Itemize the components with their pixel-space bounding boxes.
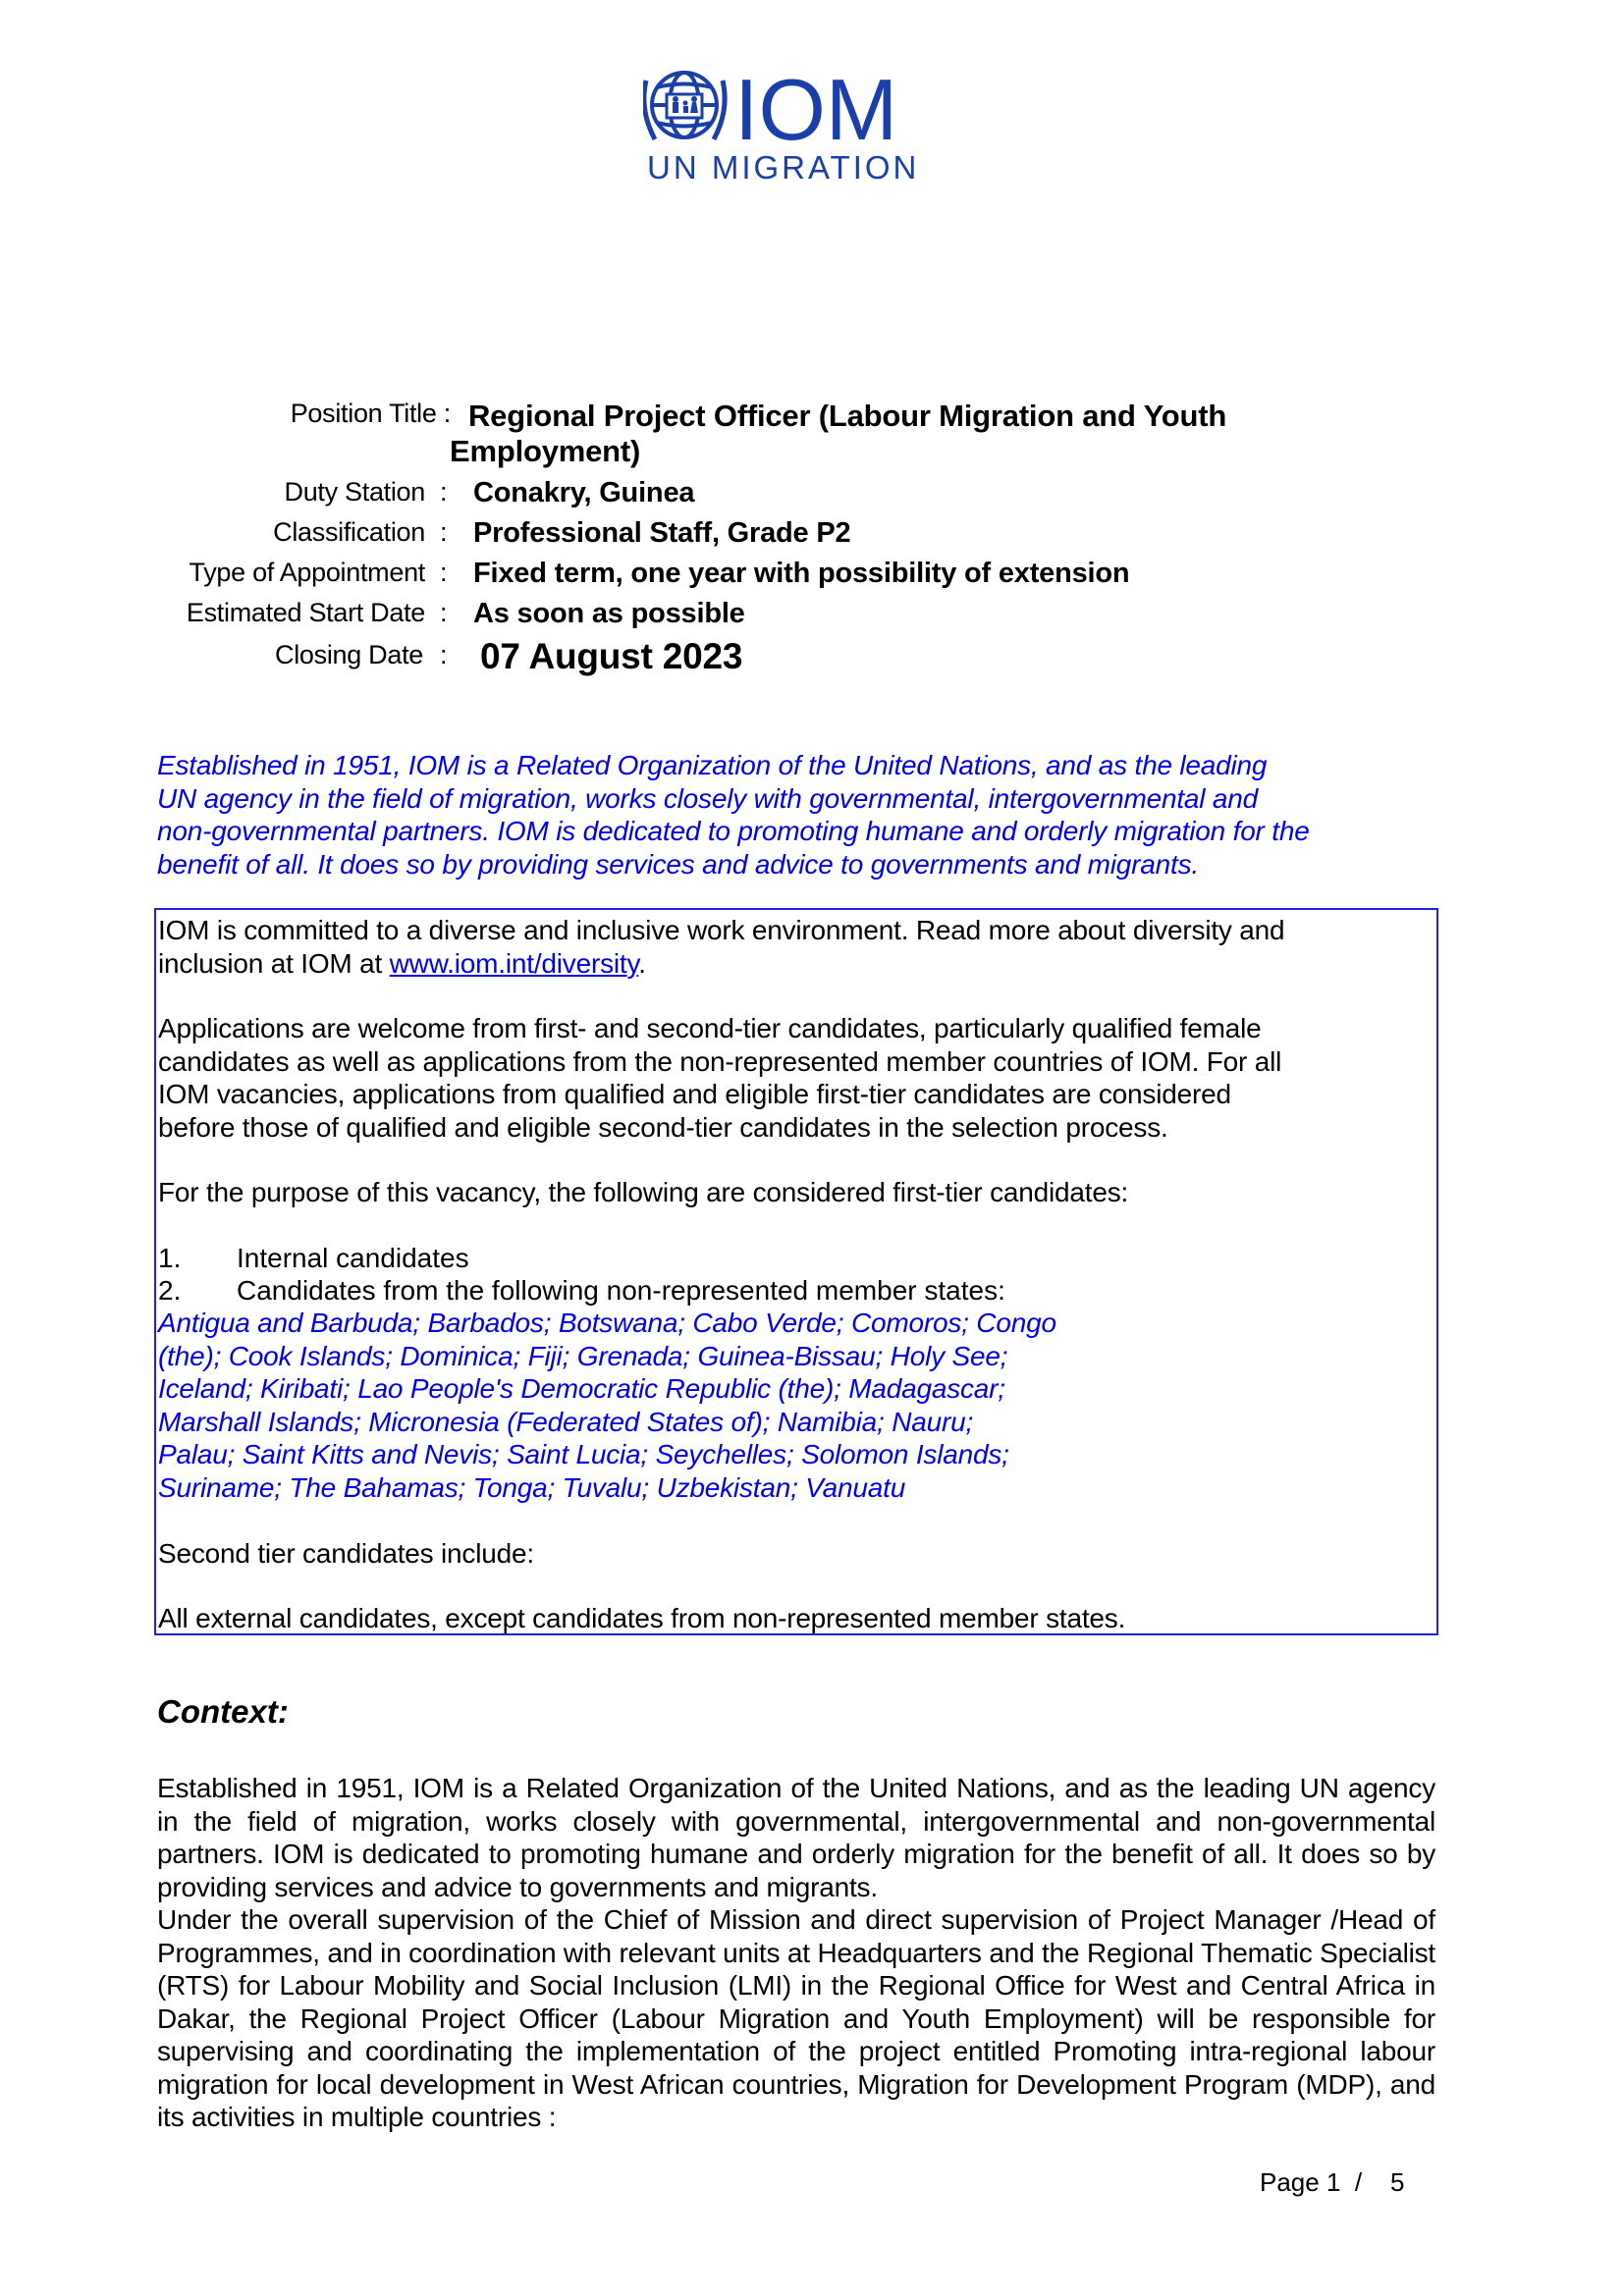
context-heading: Context: <box>157 1693 289 1730</box>
classification-value: Professional Staff, Grade P2 <box>473 517 851 549</box>
start-date-value: As soon as possible <box>473 598 745 629</box>
classification-row: Classification : Professional Staff, Grade P2 <box>273 517 851 549</box>
closing-date-row: Closing Date : 07 August 2023 <box>275 636 743 676</box>
start-date-label: Estimated Start Date <box>186 598 425 627</box>
duty-station-label: Duty Station <box>284 477 425 507</box>
appointment-type-row: Type of Appointment : Fixed term, one year with possibility of extension <box>189 558 1130 589</box>
iom-intro-statement: Established in 1951, IOM is a Related Organization of the United Nations, and as the leading UN agency in the field of migration, works closely with governmental, intergovernmental and non-governmental partners. IOM is dedicated to promoting humane and orderly migration for the benefit of all. It does so by providing services and advice to governments and migrants. <box>157 750 1310 880</box>
context-paragraph-1: Established in 1951, IOM is a Related Organization of the United Nations, and as the leading UN agency in the field of migration, works closely with governmental, intergovernmental and non-governmental partners. IOM is dedicated to promoting humane and orderly migration for the benefit of all. It does so by providing services and advice to governments and migrants. <box>157 1773 1435 1902</box>
closing-date-label: Closing Date <box>275 640 423 669</box>
svg-text:IOM: IOM <box>734 61 898 158</box>
svg-text:UN MIGRATION: UN MIGRATION <box>647 149 920 184</box>
appointment-type-value: Fixed term, one year with possibility of extension <box>473 558 1130 589</box>
duty-station-row: Duty Station : Conakry, Guinea <box>284 477 695 508</box>
second-tier-text: All external candidates, except candidates from non-represented member states. <box>158 1603 1126 1633</box>
classification-label: Classification <box>273 517 425 547</box>
closing-date-value: 07 August 2023 <box>480 636 743 676</box>
iom-logo <box>643 61 957 184</box>
first-tier-item: 1. Internal candidates <box>158 1243 469 1273</box>
second-tier-heading: Second tier candidates include: <box>158 1538 534 1569</box>
start-date-row: Estimated Start Date : As soon as possible <box>186 598 745 629</box>
duty-station-value: Conakry, Guinea <box>473 477 695 508</box>
page-number: Page 1 / 5 <box>1260 2167 1405 2197</box>
applications-paragraph: Applications are welcome from first- and second-tier candidates, particularly qualified female candidates as well as applications from the non-represented member countries of IOM. For all IOM vacancies, applications from qualified and eligible first-tier candidates are considered before those of qualified and eligible second-tier candidates in the selection process. <box>158 1013 1282 1143</box>
diversity-statement: IOM is committed to a diverse and inclusive work environment. Read more about diversity and inclusion at IOM at www.iom.int/diversity. <box>158 915 1285 979</box>
position-title-row-cont <box>0 434 1623 473</box>
diversity-eligibility-box <box>154 908 1438 1635</box>
globe-family-emblem-icon <box>643 61 957 184</box>
position-title-label: Position Title : <box>290 399 451 428</box>
position-title-value-line2: Employment) <box>450 434 641 468</box>
diversity-link[interactable]: www.iom.int/diversity <box>389 947 639 979</box>
first-tier-item: 2. Candidates from the following non-represented member states: <box>158 1275 1005 1306</box>
position-title-row <box>0 399 1623 438</box>
position-title-value: Regional Project Officer (Labour Migration and Youth <box>468 399 1227 433</box>
non-represented-countries-list: Antigua and Barbuda; Barbados; Botswana; Cabo Verde; Comoros; Congo (the); Cook Islands; Dominica; Fiji; Grenada; Guinea-Bissau; Holy See; Iceland; Kiribati; Lao People's Democratic Republic (the); Madagascar; Marshall Islands; Micronesia (Federated States of); Namibia; Nauru; Palau; Saint Kitts and Nevis; Saint Lucia; Seychelles; Solomon Islands; Suriname; The Bahamas; Tonga; Tuvalu; Uzbekistan; Vanuatu <box>158 1308 1056 1503</box>
appointment-type-label: Type of Appointment <box>189 558 425 587</box>
first-tier-intro: For the purpose of this vacancy, the following are considered first-tier candidates: <box>158 1177 1129 1207</box>
context-paragraph-2: Under the overall supervision of the Chief of Mission and direct supervision of Project Manager /Head of Programmes, and in coordination with relevant units at Headquarters and the Regional Thematic Specialist (RTS) for Labour Mobility and Social Inclusion (LMI) in the Regional Office for West and Central Africa in Dakar, the Regional Project Officer (Labour Migration and Youth Employment) will be responsible for supervising and coordinating the implementation of the project entitled Promoting intra-regional labour migration for local development in West African countries, Migration for Development Program (MDP), and its activities in multiple countries : <box>157 1904 1435 2132</box>
